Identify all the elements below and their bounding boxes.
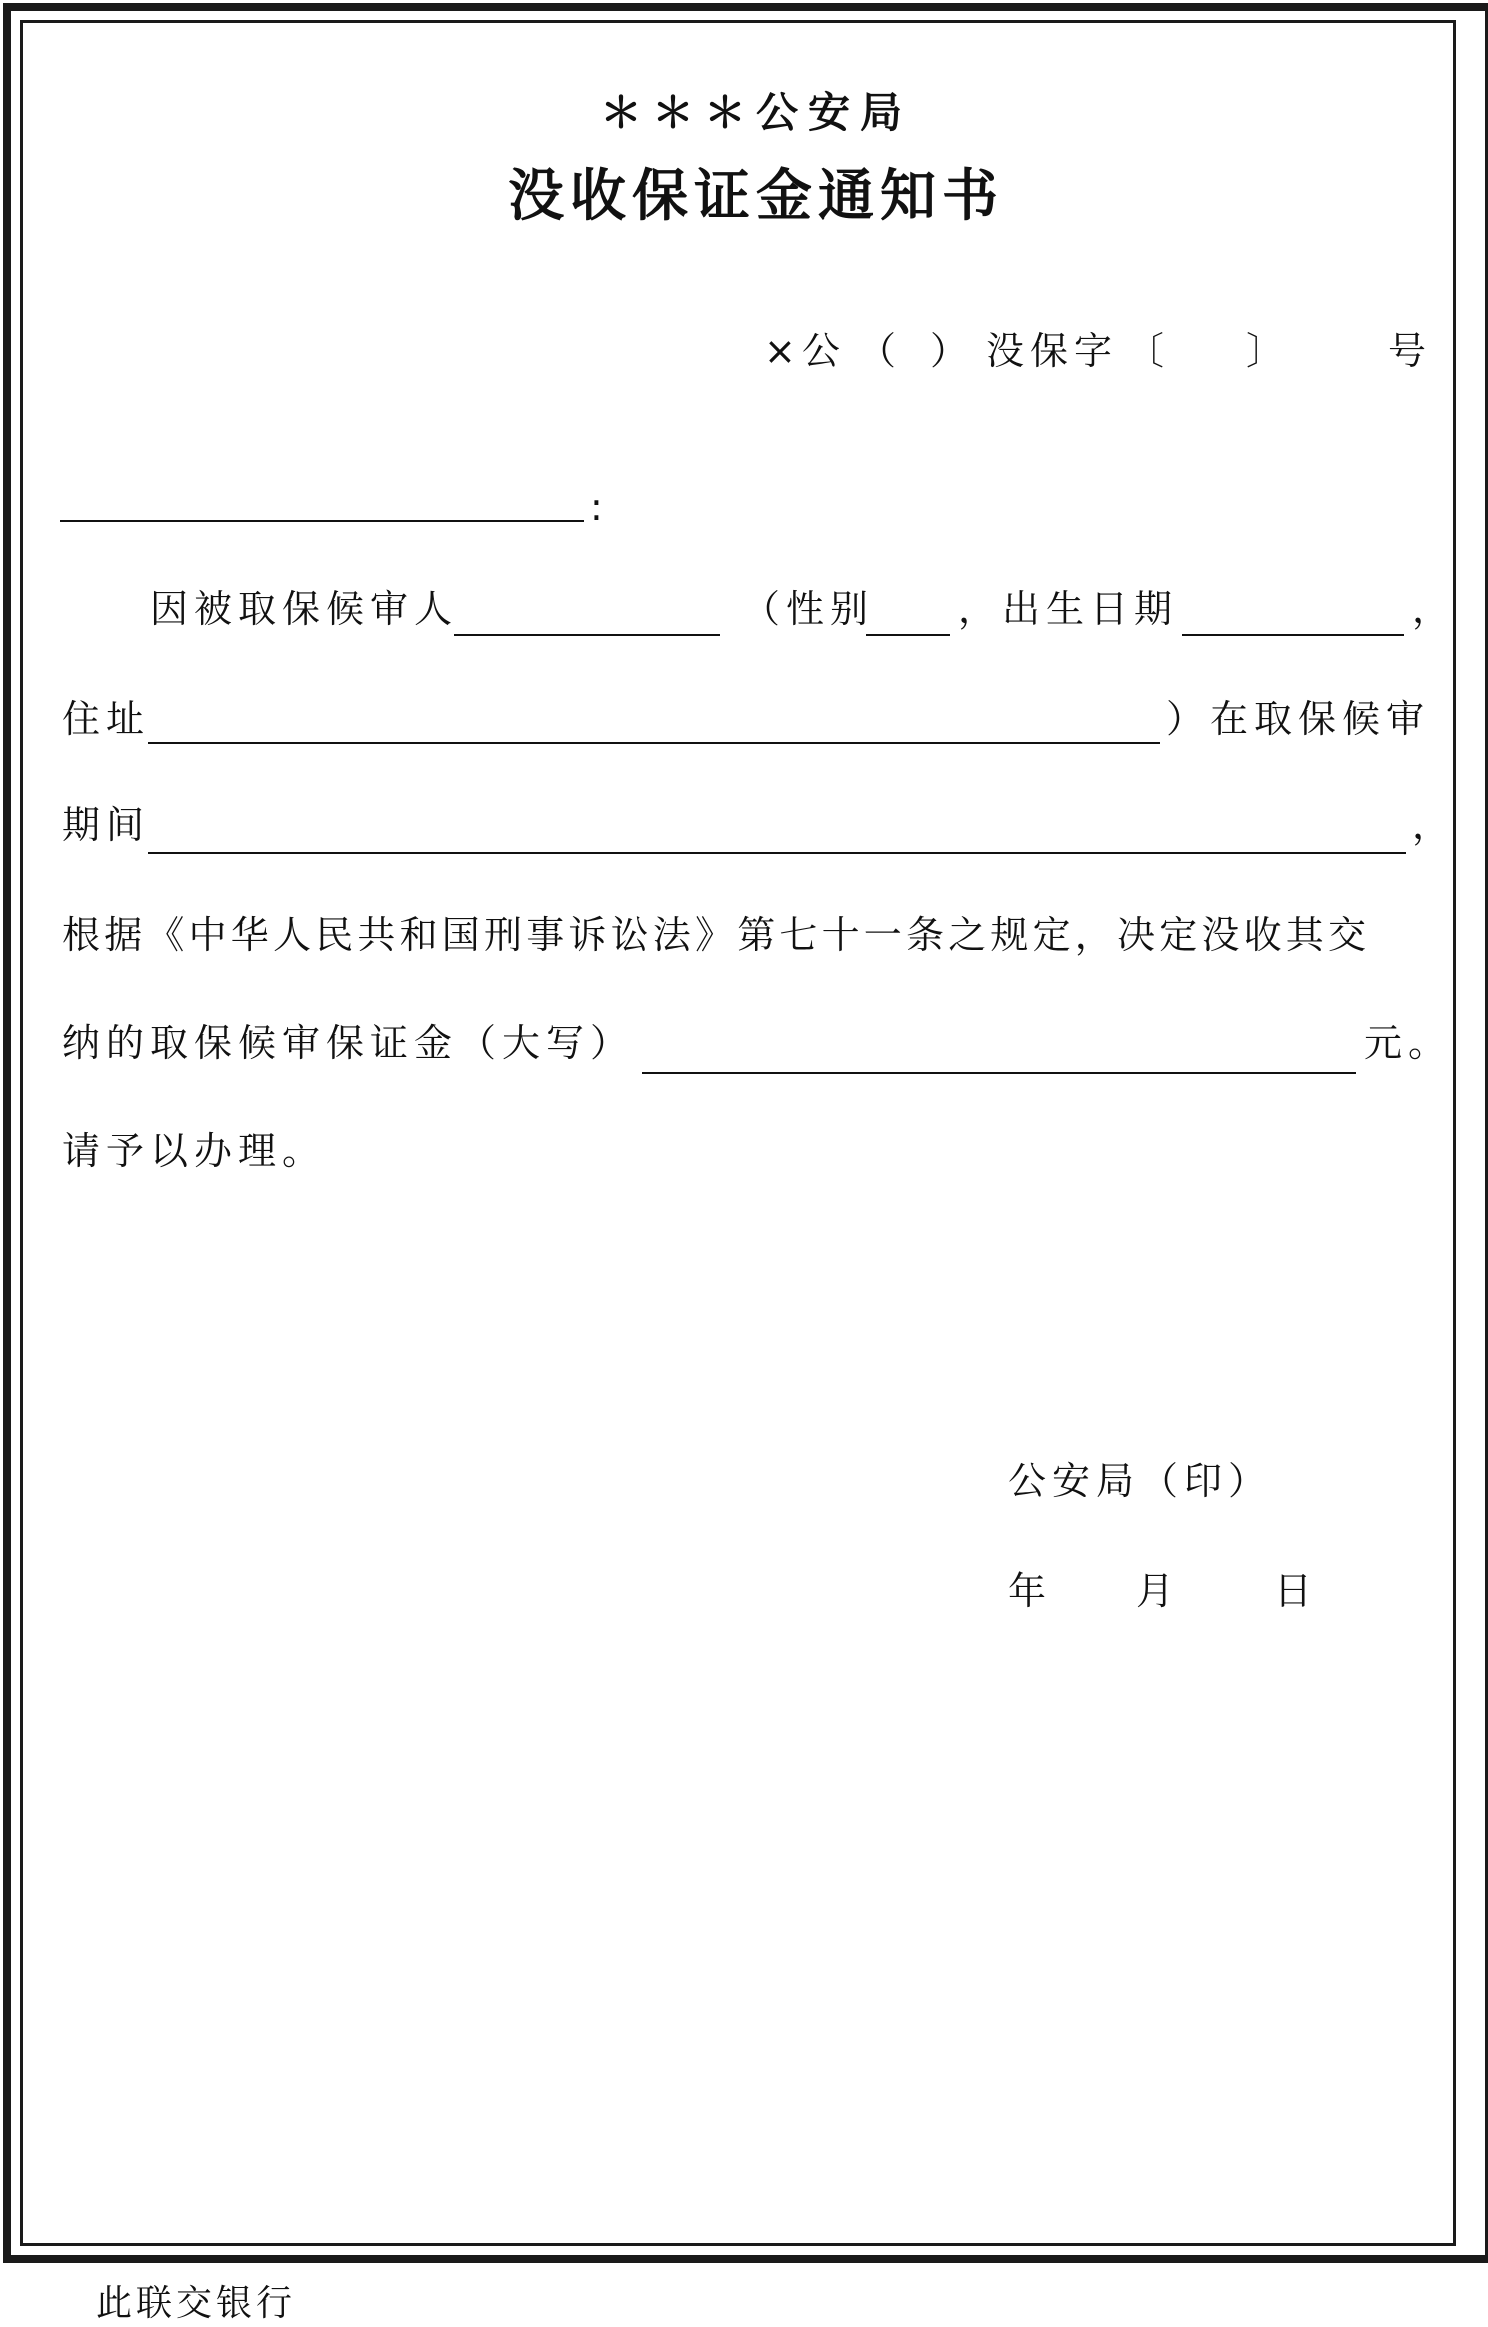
date-year: 年 bbox=[1008, 1569, 1053, 1613]
gender-blank[interactable] bbox=[866, 634, 950, 636]
legal-basis-text: 根据《中华人民共和国刑事诉讼法》第七十一条之规定，决定没收其交 bbox=[62, 913, 1371, 957]
violation-blank[interactable] bbox=[148, 852, 1406, 854]
recipient-blank[interactable] bbox=[60, 520, 584, 522]
document-title: 没收保证金通知书 bbox=[508, 163, 1004, 229]
gender-label: （性别 bbox=[742, 587, 875, 631]
date-day: 日 bbox=[1274, 1569, 1319, 1613]
ref-word: 没保字 bbox=[986, 329, 1119, 373]
seal-label: 公安局（印） bbox=[1008, 1459, 1273, 1503]
address-label: 住址 bbox=[62, 697, 151, 741]
request-text: 请予以办理。 bbox=[62, 1129, 327, 1173]
date-month: 月 bbox=[1136, 1569, 1181, 1613]
suspect-name-blank[interactable] bbox=[454, 634, 720, 636]
recipient-colon: : bbox=[590, 485, 609, 529]
ref-bracket-close: 〕 bbox=[1246, 329, 1291, 373]
ref-bracket-open: 〔 bbox=[1126, 329, 1171, 373]
ref-paren-open: （ bbox=[858, 329, 903, 373]
address-blank[interactable] bbox=[148, 742, 1160, 744]
line3-comma: ， bbox=[1412, 803, 1457, 847]
currency-unit: 元。 bbox=[1364, 1021, 1453, 1065]
bail-amount-blank[interactable] bbox=[642, 1072, 1356, 1074]
line1-comma: ， bbox=[1412, 587, 1457, 631]
issuing-organization: ＊＊＊公安局 bbox=[600, 88, 913, 137]
birth-date-blank[interactable] bbox=[1182, 634, 1404, 636]
period-label: 期间 bbox=[62, 803, 151, 847]
birth-date-label: ，出生日期 bbox=[958, 587, 1179, 631]
during-bail-label: ）在取保候审 bbox=[1166, 697, 1431, 741]
ref-prefix: ×公 bbox=[764, 329, 846, 373]
copy-note: 此联交银行 bbox=[96, 2283, 297, 2324]
ref-number-word: 号 bbox=[1388, 329, 1433, 373]
ref-paren-close: ） bbox=[930, 329, 975, 373]
suspect-label: 因被取保候审人 bbox=[150, 587, 459, 631]
bail-amount-label: 纳的取保候审保证金（大写） bbox=[62, 1021, 635, 1065]
